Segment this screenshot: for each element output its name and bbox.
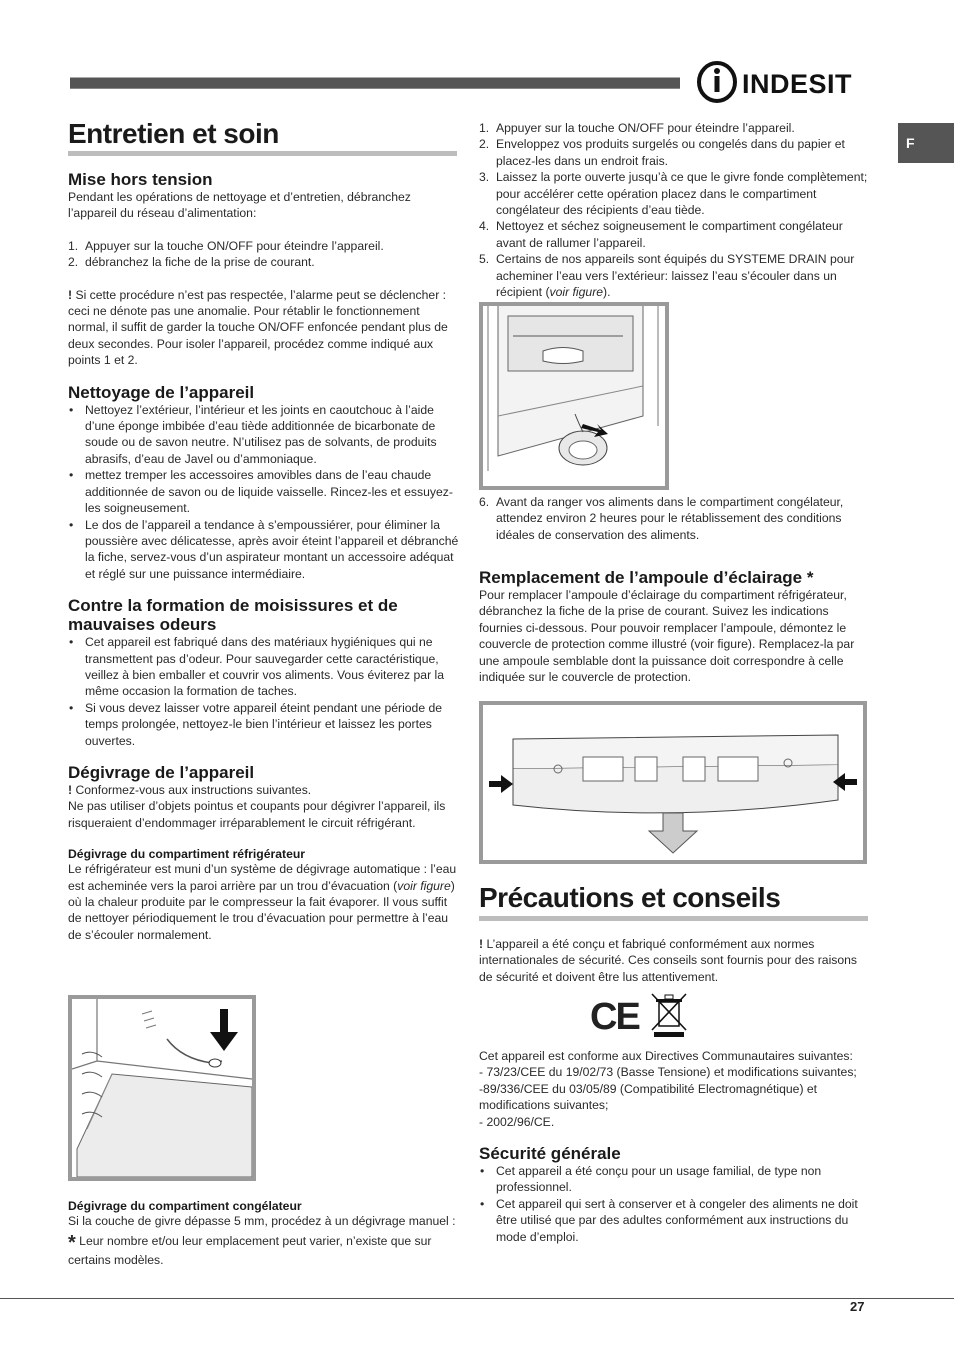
list-item: • Cet appareil qui sert à conserver et à congeler des aliments ne doit être utilisé que par des adultes conformément aux instructions du mode d’emploi. (479, 1196, 871, 1245)
degivrage-text: Ne pas utiliser d’objets pointus et coupants pour dégivrer l’appareil, ils risqueraient d’endommager irréparablement le circuit réfrigérant. (68, 799, 446, 830)
language-tab: F (898, 123, 954, 163)
list-item: 1. Appuyer sur la touche ON/OFF pour éteindre l’appareil. (479, 121, 795, 135)
ampoule-text: Pour remplacer l’ampoule d’éclairage du compartiment réfrigérateur, débranchez la fiche de la prise de courant. Suivez les indications fournies ci-dessous. Pour pouvoir remplacer l’ampoule, démontez le couvercle de protection comme illustré (voir figure). Remplacez-la par une ampoule semblable dont la puissance doit correspondre à celle indiquée sur le couvercle de protection. (479, 588, 855, 685)
figure-lamp-cover (479, 701, 867, 864)
list-item: 4. Nettoyez et séchez soigneusement le compartiment congélateur avant de rallumer l’appareil. (479, 219, 843, 250)
list-item: • Cet appareil est fabriqué dans des matériaux hygiéniques qui ne transmettent pas d’odeur. Pour sauvegarder cette caractéristique, veillez à bien emballer et couvrir vos aliments. Vous éviterez par la même occasion la formation de taches. (68, 634, 460, 700)
list-item: • Le dos de l’appareil a tendance à s’empoussiérer, pour éliminer la poussière avec délicatesse, après avoir éteint l’appareil et débranché la fiche, servez-vous d’un aspirateur montant un accessoire adéquat et réglé sur une puissance intermédiaire. (68, 517, 460, 583)
mise-steps (68, 238, 460, 271)
degivrage-refrigerateur-text: Le réfrigérateur est muni d’un système de dégivrage automatique : l’eau est acheminée vers la paroi arrière par un trou d’évacuation (voir figure) où la chaleur produite par le compresseur la fait évaporer. Il vous suffit de nettoyer périodiquement le trou d’évacuation pour permettre à l’eau de s’écouler normalement. (68, 862, 457, 942)
list-item: • Nettoyez l’extérieur, l’intérieur et les joints en caoutchouc à l’aide d’une éponge imbibée d’eau tiède additionnée de bicarbonate de soude ou de savon neutre. N’utilisez pas de solvants, de produits abrasifs, d’eau de Javel ou d’ammoniaque. (68, 402, 460, 468)
mise-warning: ! Si cette procédure n’est pas respectée, l’alarme peut se déclencher : ceci ne dénote pas une anomalie. Pour rétablir le fonctionnement normal, il suffit de garder la touche ON/OFF enfoncée pendant plus de deux secondes. Pour isoler l’appareil, procédez comme indiqué aux points 1 et 2. (68, 287, 448, 368)
header-bar (70, 77, 680, 89)
heading-degivrage: Dégivrage de l’appareil (68, 762, 255, 782)
left-column-bottom (68, 1199, 460, 1268)
securite-list (479, 1163, 871, 1245)
heading-degivrage-refrigerateur: Dégivrage du compartiment réfrigérateur (68, 847, 306, 862)
heading-moisissures: Contre la formation de moisissures et de mauvaises odeurs (68, 596, 398, 635)
footnote: * Leur nombre et/ou leur emplacement peut varier, n’existe que sur certains modèles. (68, 1232, 432, 1267)
ce-mark: CE (590, 996, 639, 1038)
right-column-top (479, 120, 871, 300)
intro-text: ! L’appareil a été conçu et fabriqué conformément aux normes internationales de sécurité. Ces conseils sont fournis pour des raisons de sécurité et doivent être lus attentivement. (479, 937, 858, 984)
weee-bin-icon (650, 992, 688, 1038)
list-item: • Cet appareil a été conçu pour un usage familial, de type non professionnel. (479, 1163, 871, 1196)
right-step6 (479, 494, 871, 543)
page-number: 27 (850, 1299, 865, 1314)
moisissures-list (68, 634, 460, 749)
section-title-precautions: Précautions et conseils (479, 882, 781, 913)
precautions-intro (479, 936, 871, 985)
figure-fridge-drain (68, 995, 256, 1181)
list-item: 6. Avant da ranger vos aliments dans le compartiment congélateur, attendez environ 2 heures pour le rétablissement des conditions idéales de conservation des aliments. (479, 495, 844, 542)
ampoule-section (479, 568, 871, 685)
conform-line: - 2002/96/CE. (479, 1114, 555, 1129)
compliance-marks (590, 992, 700, 1040)
list-item: • Si vous devez laisser votre appareil éteint pendant une période de temps prolongée, nettoyez-le bien l’intérieur et laissez les portes ouvertes. (68, 700, 460, 749)
list-item: 3. Laissez la porte ouverte jusqu’à ce que le givre fonde complètement; pour accélérer cette opération placez dans le compartiment congélateur des récipients d’eau tiède. (479, 170, 868, 218)
indesit-logo (696, 60, 871, 104)
footer-rule (0, 1298, 954, 1299)
degivrage-warning: ! Conformez-vous aux instructions suivantes. (68, 782, 312, 797)
list-item: 2. Enveloppez vos produits surgelés ou congelés dans du papier et placez-les dans un endroit frais. (479, 137, 845, 168)
title-rule (68, 151, 457, 156)
title-rule (479, 916, 868, 921)
heading-securite: Sécurité générale (479, 1144, 621, 1164)
svg-text:INDESIT: INDESIT (742, 69, 853, 99)
heading-nettoyage: Nettoyage de l’appareil (68, 382, 255, 402)
heading-degivrage-congelateur: Dégivrage du compartiment congélateur (68, 1199, 302, 1213)
conform-line: -89/336/CEE du 03/05/89 (Compatibilité Electromagnétique) et modifications suivantes; (479, 1081, 818, 1113)
list-item: 5. Certains de nos appareils sont équipés du SYSTEME DRAIN pour acheminer l’eau vers l’extérieur: laissez l’eau s’écouler dans un récipient (voir figure). (479, 252, 855, 300)
step6-list (479, 494, 871, 543)
heading-mise-hors-tension: Mise hors tension (68, 170, 213, 189)
mise-intro: Pendant les opérations de nettoyage et d’entretien, débranchez l’appareil du réseau d’alimentation: (68, 190, 411, 221)
conform-line: Cet appareil est conforme aux Directives Communautaires suivantes: (479, 1049, 853, 1063)
list-item: 2. débranchez la fiche de la prise de courant. (68, 255, 315, 270)
list-item: 1. Appuyer sur la touche ON/OFF pour éteindre l’appareil. (68, 238, 384, 253)
degivrage-congelateur-text: Si la couche de givre dépasse 5 mm, procédez à un dégivrage manuel : (68, 1214, 456, 1228)
list-item: • mettez tremper les accessoires amovibles dans de l’eau chaude additionnée de savon ou de liquide vaisselle. Rincez-les et essuyez-les soigneusement. (68, 467, 460, 516)
figure-drain-system (479, 302, 669, 490)
nettoyage-list (68, 402, 460, 582)
congelateur-steps (479, 120, 871, 300)
page-title: Entretien et soin (68, 118, 279, 149)
heading-ampoule: Remplacement de l’ampoule d’éclairage * (479, 568, 814, 587)
conform-line: - 73/23/CEE du 19/02/73 (Basse Tensione) et modifications suivantes; (479, 1065, 857, 1080)
left-column (68, 170, 460, 943)
conformity-text (479, 1048, 871, 1245)
